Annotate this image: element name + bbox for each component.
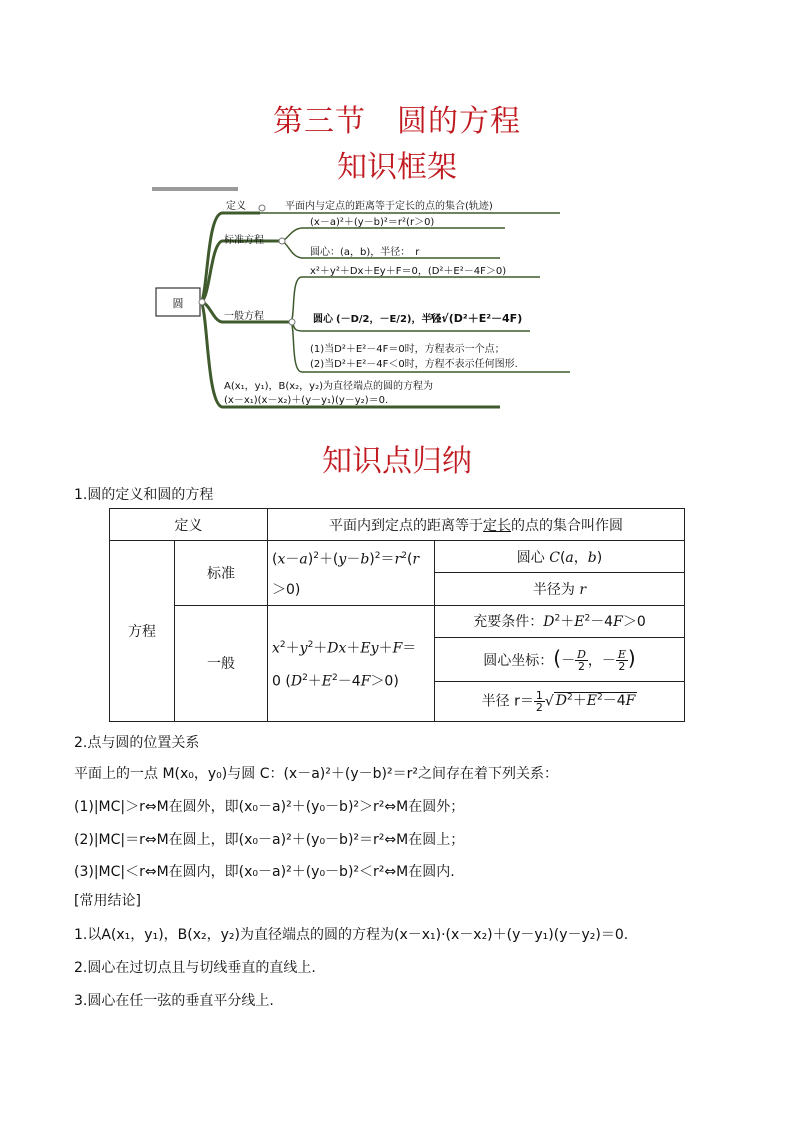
gen-radius: ½√(D²＋E²－4F): [430, 312, 523, 325]
gen-center-label: 圆心: [313, 314, 333, 325]
conclusions-heading: [常用结论]: [74, 893, 141, 909]
knowledge-title: 知识点归纳: [322, 444, 472, 479]
gen-eq: x²＋y²＋Dx＋Ey＋F＝0，(D²＋E²－4F＞0): [310, 266, 507, 277]
relation-outside: (1)|MC|＞r⇔M在圆外，即(x₀－a)²＋(y₀－b)²＞r²⇔M在圆外；: [74, 799, 465, 815]
std-eq: (x－a)²＋(y－b)²＝r²(r＞0): [310, 217, 435, 228]
std-radius-cell: 半径为 r: [435, 573, 685, 605]
mind-map: [150, 185, 570, 413]
gen-label: 一般方程: [224, 311, 264, 322]
page-title: 第三节 圆的方程: [273, 104, 521, 139]
section2-heading: 2.点与圆的位置关系: [74, 735, 200, 751]
definition-table: [109, 508, 685, 722]
std-center-cell: 圆心 C(a，b): [435, 541, 685, 573]
mind-map-graphic: [150, 185, 570, 413]
diam-text1: A(x₁，y₁)，B(x₂，y₂)为直径端点的圆的方程为: [224, 381, 434, 392]
root-node-label: 圆: [172, 297, 184, 310]
gen-cell: 一般: [175, 605, 268, 721]
def-cell: 定义: [110, 509, 268, 541]
table-row: [110, 605, 685, 637]
gen-note1: (1)当D²＋E²－4F＝0时，方程表示一个点；: [310, 344, 505, 355]
gen-center-cell: 圆心坐标：(－ $\frac{D}{2}$ ，－ $\frac{E}{2}$ ): [435, 637, 685, 681]
gen-eq-cell: $x^2+y^2+Dx+Ey+F=$ 0 $(D^2+E^2-4F>0)$: [268, 605, 435, 721]
std-center: 圆心：(a，b)，半径： r: [310, 247, 420, 258]
def-label: 定义: [226, 201, 246, 212]
relation-on: (2)|MC|＝r⇔M在圆上，即(x₀－a)²＋(y₀－b)²＝r²⇔M在圆上；: [74, 832, 465, 848]
framework-title: 知识框架: [337, 150, 457, 185]
conclusion-1: 1.以A(x₁，y₁)，B(x₂，y₂)为直径端点的圆的方程为(x－x₁)·(x－x₂)＋(y－y₁)(y－y₂)＝0.: [74, 927, 629, 943]
conclusion-2: 2.圆心在过切点且与切线垂直的直线上.: [74, 960, 316, 976]
mind-map-top-bar: [152, 187, 238, 191]
relation-inside: (3)|MC|＜r⇔M在圆内，即(x₀－a)²＋(y₀－b)²＜r²⇔M在圆内.: [74, 864, 455, 880]
diam-text2: (x－x₁)(x－x₂)＋(y－y₁)(y－y₂)＝0.: [224, 395, 389, 406]
gen-radius-cell: 半径 r＝ $\frac{1}{2}$ √ $D^2+E^2-4F$: [435, 681, 685, 721]
table-row: [110, 541, 685, 573]
gen-cond-cell: 充要条件：$D^2+E^2-4F>0$: [435, 605, 685, 637]
section1-heading: 1.圆的定义和圆的方程: [74, 487, 214, 503]
def-text: 平面内与定点的距离等于定长的点的集合(轨迹): [285, 201, 493, 212]
section2-intro: 平面上的一点 M(x₀，y₀)与圆 C：(x－a)²＋(y－b)²＝r²之间存在着下列关系：: [74, 766, 558, 782]
std-eq-cell: $(x-a)^2+(y-b)^2=r^2(r$ ＞0): [268, 541, 435, 606]
gen-note2: (2)当D²＋E²－4F＜0时，方程不表示任何图形.: [310, 359, 518, 370]
table-row: [110, 509, 685, 541]
gen-center: (－D/2，－E/2)，半径：: [336, 314, 452, 325]
std-label: 标准方程: [224, 235, 264, 246]
std-cell: 标准: [175, 541, 268, 606]
eq-cell: 方程: [110, 541, 175, 722]
conclusion-3: 3.圆心在任一弦的垂直平分线上.: [74, 993, 274, 1009]
def-value-cell: 平面内到定点的距离等于定长的点的集合叫作圆: [268, 509, 685, 541]
